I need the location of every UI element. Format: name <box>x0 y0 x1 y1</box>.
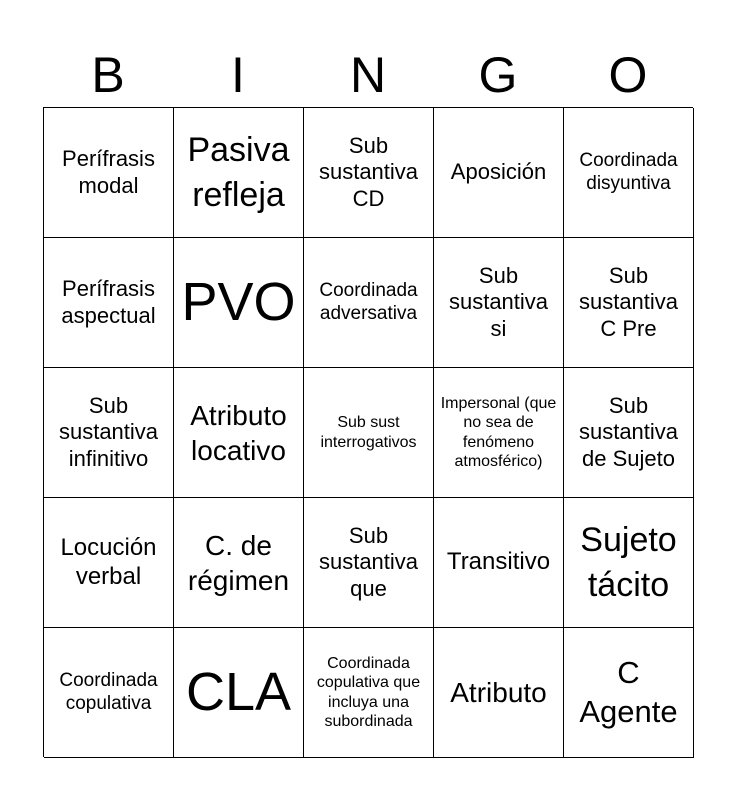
bingo-cell[interactable]: Locución verbal <box>44 498 174 628</box>
bingo-cell[interactable]: Sub sustantiva que <box>304 498 434 628</box>
bingo-cell[interactable]: Sujeto tácito <box>564 498 694 628</box>
bingo-board <box>43 107 693 757</box>
header-letter-b: B <box>91 47 125 103</box>
bingo-cell[interactable]: Coordinada copulativa <box>44 628 174 758</box>
bingo-cell[interactable]: Sub sustantiva de Sujeto <box>564 368 694 498</box>
bingo-cell[interactable]: Coordinada disyuntiva <box>564 108 694 238</box>
bingo-cell[interactable]: Sub sustantiva C Pre <box>564 238 694 368</box>
header-letter-i: I <box>231 47 245 103</box>
bingo-header <box>43 44 693 106</box>
bingo-cell[interactable]: Atributo locativo <box>174 368 304 498</box>
bingo-cell[interactable]: C Agente <box>564 628 694 758</box>
bingo-cell[interactable]: Coordinada copulativa que incluya una subordinada <box>304 628 434 758</box>
header-letter-g: G <box>478 47 518 103</box>
bingo-cell[interactable]: C. de régimen <box>174 498 304 628</box>
bingo-cell[interactable]: Impersonal (que no sea de fenómeno atmosférico) <box>434 368 564 498</box>
bingo-cell[interactable]: Coordinada adversativa <box>304 238 434 368</box>
bingo-cell[interactable]: PVO <box>174 238 304 368</box>
bingo-cell[interactable]: Sub sustantiva infinitivo <box>44 368 174 498</box>
bingo-cell[interactable]: Perífrasis modal <box>44 108 174 238</box>
bingo-cell[interactable]: Atributo <box>434 628 564 758</box>
header-letter-o: O <box>608 47 648 103</box>
bingo-cell[interactable]: Aposición <box>434 108 564 238</box>
bingo-cell[interactable]: Transitivo <box>434 498 564 628</box>
bingo-cell[interactable]: Perífrasis aspectual <box>44 238 174 368</box>
bingo-cell[interactable]: CLA <box>174 628 304 758</box>
bingo-cell[interactable]: Sub sust interrogativos <box>304 368 434 498</box>
bingo-cell[interactable]: Pasiva refleja <box>174 108 304 238</box>
header-letter-n: N <box>349 47 387 103</box>
bingo-cell[interactable]: Sub sustantiva CD <box>304 108 434 238</box>
bingo-cell[interactable]: Sub sustantiva si <box>434 238 564 368</box>
